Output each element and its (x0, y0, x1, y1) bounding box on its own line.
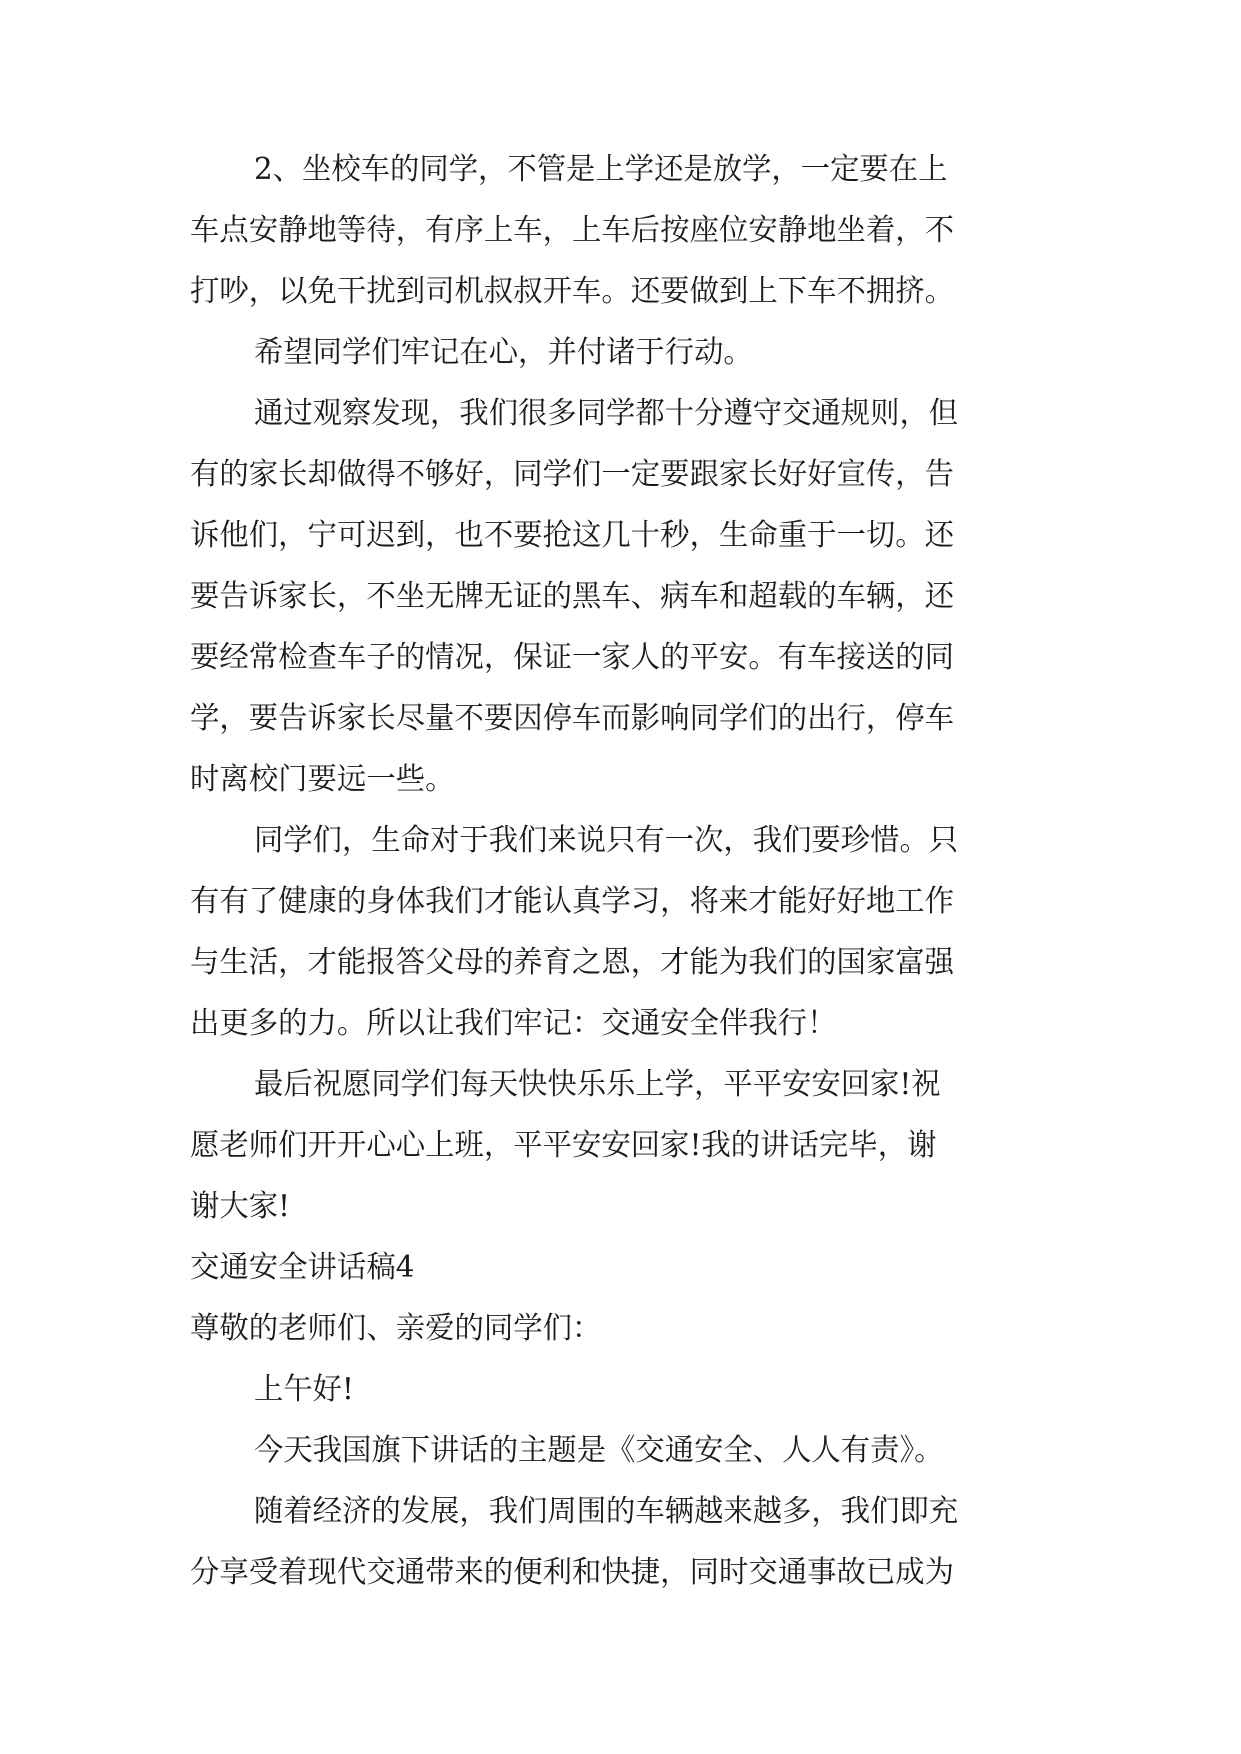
text-line: 要经常检查车子的情况，保证一家人的平安。有车接送的同 (190, 640, 955, 675)
text-line: 打吵，以免干扰到司机叔叔开车。还要做到上下车不拥挤。 (190, 274, 955, 309)
topic-line: 今天我国旗下讲话的主题是《交通安全、人人有责》。 (254, 1433, 944, 1468)
salutation: 尊敬的老师们、亲爱的同学们： (190, 1311, 602, 1346)
text-line: 希望同学们牢记在心，并付诸于行动。 (254, 335, 753, 370)
text-line: 诉他们，宁可迟到，也不要抢这几十秒，生命重于一切。还 (190, 518, 955, 553)
text-line: 车点安静地等待，有序上车，上车后按座位安静地坐着，不 (190, 213, 955, 248)
text-line: 有有了健康的身体我们才能认真学习，将来才能好好地工作 (190, 884, 955, 919)
text-line: 愿老师们开开心心上班，平平安安回家!我的讲话完毕，谢 (190, 1128, 937, 1163)
text-line: 随着经济的发展，我们周围的车辆越来越多，我们即充 (254, 1494, 959, 1529)
text-line: 2、坐校车的同学，不管是上学还是放学，一定要在上 (254, 152, 948, 187)
text-line: 最后祝愿同学们每天快快乐乐上学，平平安安回家!祝 (254, 1067, 941, 1102)
greeting: 上午好! (254, 1372, 354, 1407)
text-line: 要告诉家长，不坐无牌无证的黑车、病车和超载的车辆，还 (190, 579, 955, 614)
section-title: 交通安全讲话稿4 (190, 1250, 415, 1285)
text-line: 同学们，生命对于我们来说只有一次，我们要珍惜。只 (254, 823, 959, 858)
text-line: 通过观察发现，我们很多同学都十分遵守交通规则，但 (254, 396, 959, 431)
text-line: 谢大家! (190, 1189, 290, 1224)
text-line: 分享受着现代交通带来的便利和快捷，同时交通事故已成为 (190, 1555, 955, 1590)
text-line: 学，要告诉家长尽量不要因停车而影响同学们的出行，停车 (190, 701, 955, 736)
text-line: 时离校门要远一些。 (190, 762, 455, 797)
text-line: 出更多的力。所以让我们牢记：交通安全伴我行！ (190, 1006, 837, 1041)
text-line: 有的家长却做得不够好，同学们一定要跟家长好好宣传，告 (190, 457, 955, 492)
text-line: 与生活，才能报答父母的养育之恩，才能为我们的国家富强 (190, 945, 955, 980)
